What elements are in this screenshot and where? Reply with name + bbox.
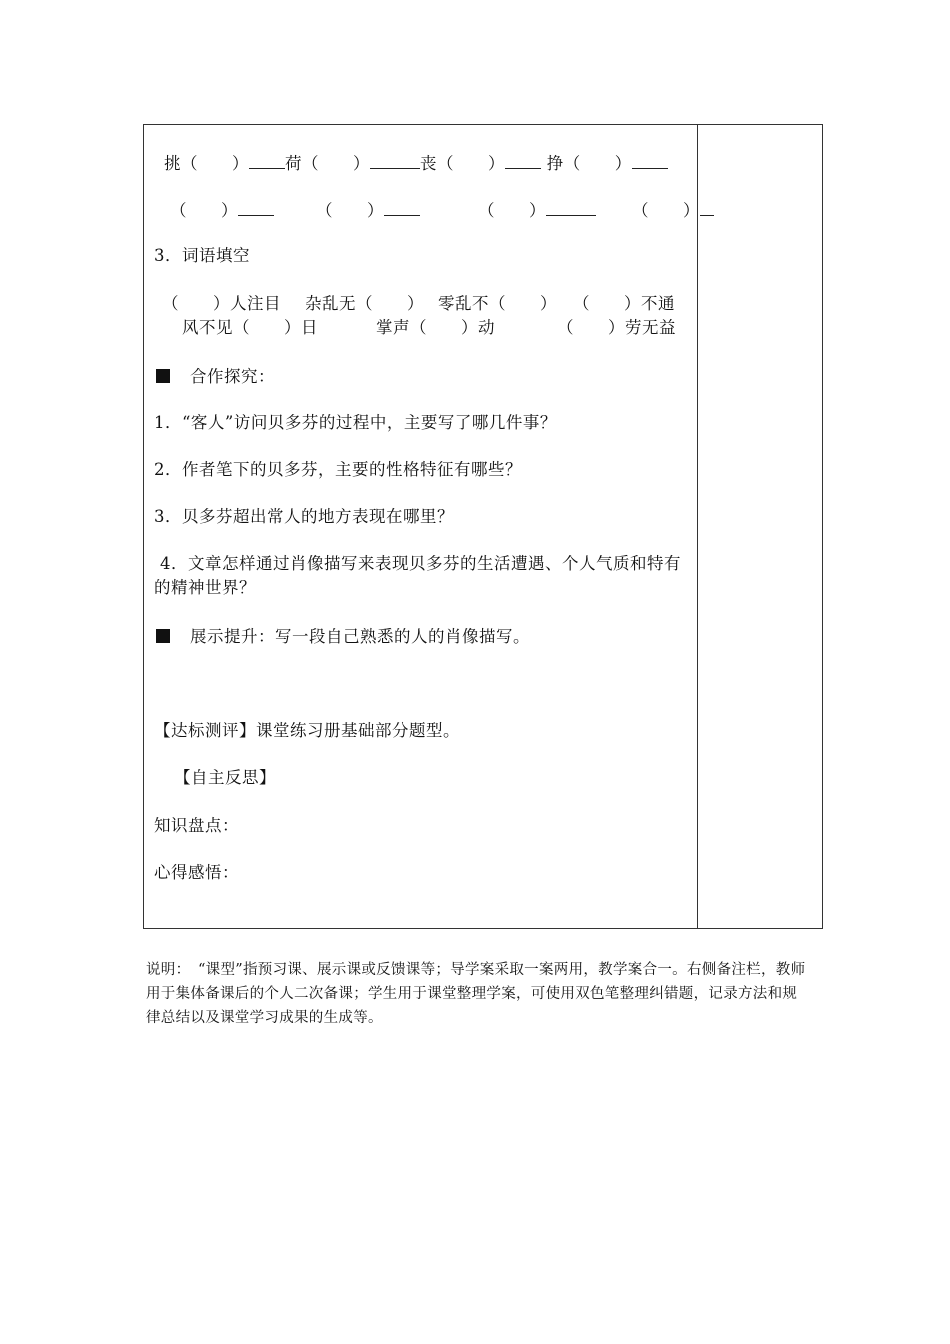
show-up-heading: 展示提升：写一段自己熟悉的人的肖像描写。 [156,627,530,647]
pinyin-item: 丧（ ） [420,154,505,173]
pinyin-item: 挣（ ） [546,154,632,173]
main-content-column [144,125,698,928]
explore-question-4: 4．文章怎样通过肖像描写来表现贝多芬的生活遭遇、个人气质和特有的精神世界？ [154,554,681,597]
fill-item: 风不见（ ）日 [182,318,318,337]
insight-label: 心得感悟： [154,863,239,882]
fill-item: 掌声（ ）动 [376,318,495,337]
pinyin-item: （ ） [478,201,546,220]
explore-question-1: 1．“客人”访问贝多芬的过程中，主要写了哪几件事？ [154,413,557,432]
fill-row-1 [162,294,675,314]
answer-blank[interactable] [238,199,274,216]
answer-blank[interactable] [632,152,668,169]
reflection-heading: 【自主反思】 [174,768,276,787]
explore-question-3: 3．贝多芬超出常人的地方表现在哪里？ [154,507,454,526]
explore-heading: 合作探究： [156,367,275,387]
pinyin-item: 荷（ ） [285,154,370,173]
pinyin-item: （ ） [170,201,238,220]
fill-item: （ ）不通 [573,294,675,313]
pinyin-item: 挑（ ） [164,154,249,173]
square-bullet-icon [156,369,170,383]
pinyin-item: （ ） [632,201,700,220]
fill-item: （ ）劳无益 [557,318,676,337]
footnote: 说明： “课型”指预习课、展示课或反馈课等；导学案采取一案两用，教学案合一。右侧备注栏，教师用于集体备课后的个人二次备课；学生用于课堂整理学案，可使用双色笔整理纠错题，记录方法和规律总结以及课堂学习成果的生成等。 [146,962,806,1026]
fill-row-2 [182,318,676,338]
square-bullet-icon [156,629,170,643]
fill-item: 杂乱无（ ） [305,294,424,313]
worksheet-table [143,124,823,929]
notes-column[interactable] [698,125,822,928]
fill-item: （ ）人注目 [162,294,281,313]
explore-question-2: 2．作者笔下的贝多芬，主要的性格特征有哪些？ [154,460,522,479]
question-3-title: 3．词语填空 [154,246,250,265]
pinyin-row-2 [170,199,714,221]
answer-blank[interactable] [249,152,285,169]
answer-blank[interactable] [384,199,420,216]
pinyin-row-1 [164,152,668,174]
knowledge-label: 知识盘点： [154,816,239,835]
answer-blank[interactable] [546,199,596,216]
answer-blank[interactable] [505,152,541,169]
pinyin-item: （ ） [316,201,384,220]
assessment-heading: 【达标测评】课堂练习册基础部分题型。 [154,721,460,740]
answer-blank[interactable] [370,152,420,169]
fill-item: 零乱不（ ） [438,294,557,313]
